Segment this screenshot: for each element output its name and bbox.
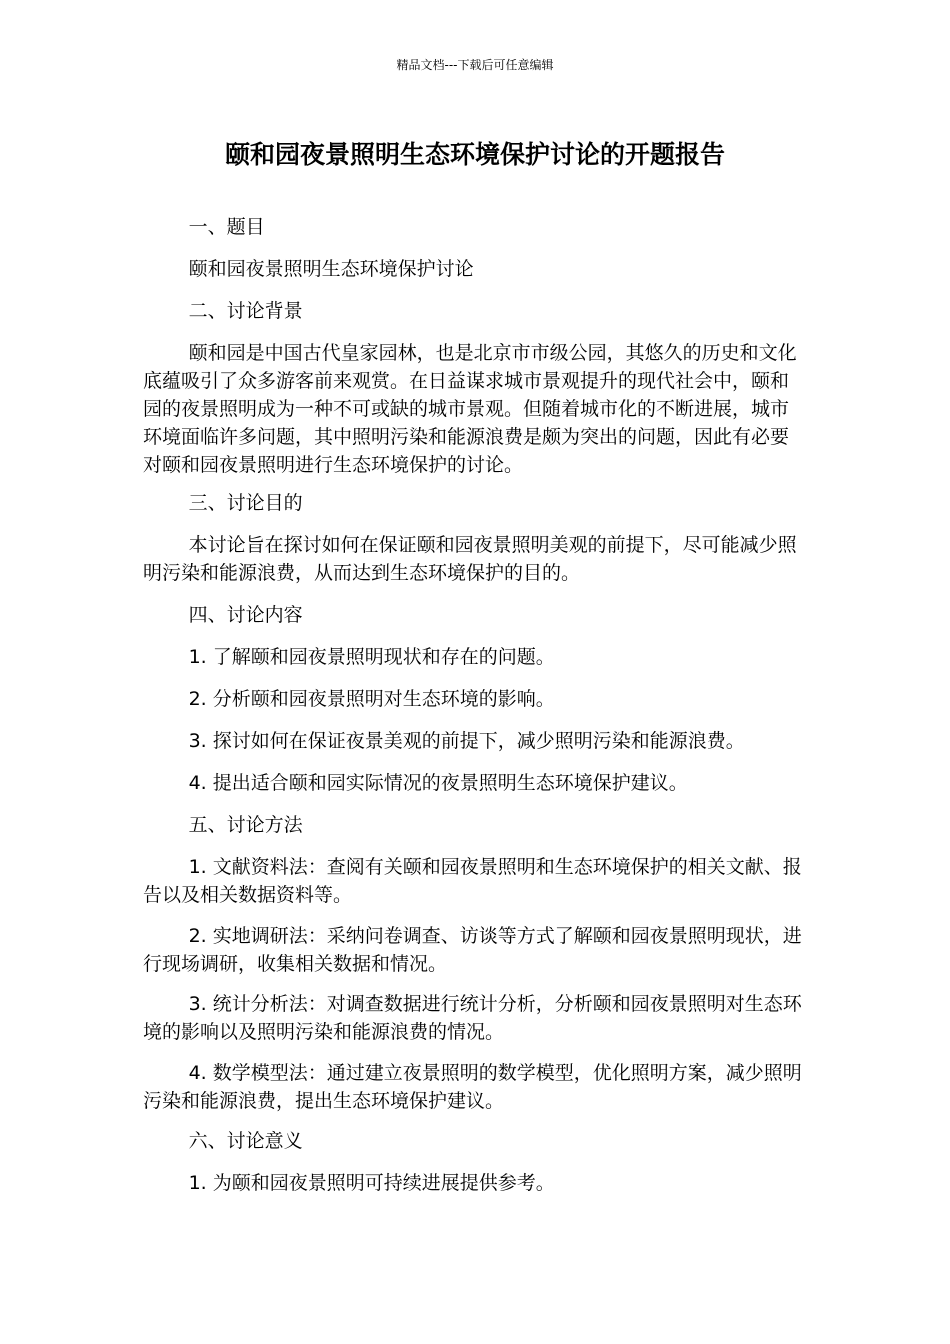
method-item-2: 2. 实地调研法：采纳问卷调查、访谈等方式了解颐和园夜景照明现状，进行现场调研，收集相关数据和情况。: [143, 925, 802, 975]
heading-content: 四、讨论内容: [188, 604, 303, 626]
heading-background: 二、讨论背景: [188, 300, 303, 322]
content-item-2: 2. 分析颐和园夜景照明对生态环境的影响。: [188, 688, 555, 710]
content-item-4: 4. 提出适合颐和园实际情况的夜景照明生态环境保护建议。: [188, 772, 688, 794]
document-title: 颐和园夜景照明生态环境保护讨论的开题报告: [224, 140, 725, 169]
purpose-paragraph: 本讨论旨在探讨如何在保证颐和园夜景照明美观的前提下，尽可能减少照明污染和能源浪费，从而达到生态环境保护的目的。: [143, 534, 797, 584]
method-item-3: 3. 统计分析法：对调查数据进行统计分析，分析颐和园夜景照明对生态环境的影响以及照明污染和能源浪费的情况。: [143, 993, 802, 1043]
significance-item-1: 1. 为颐和园夜景照明可持续进展提供参考。: [188, 1172, 555, 1194]
heading-methods: 五、讨论方法: [188, 814, 303, 836]
topic-text: 颐和园夜景照明生态环境保护讨论: [188, 258, 474, 280]
heading-significance: 六、讨论意义: [188, 1130, 303, 1152]
content-item-3: 3. 探讨如何在保证夜景美观的前提下，减少照明污染和能源浪费。: [188, 730, 745, 752]
method-item-1: 1. 文献资料法：查阅有关颐和园夜景照明和生态环境保护的相关文献、报告以及相关数据资料等。: [143, 856, 802, 906]
content-item-1: 1. 了解颐和园夜景照明现状和存在的问题。: [188, 646, 555, 668]
heading-purpose: 三、讨论目的: [188, 492, 303, 514]
background-paragraph: 颐和园是中国古代皇家园林，也是北京市市级公园，其悠久的历史和文化底蕴吸引了众多游客前来观赏。在日益谋求城市景观提升的现代社会中，颐和园的夜景照明成为一种不可或缺的城市景观。但随着城市化的不断进展，城市环境面临许多问题，其中照明污染和能源浪费是颇为突出的问题，因此有必要对颐和园夜景照明进行生态环境保护的讨论。: [143, 342, 797, 476]
heading-topic: 一、题目: [188, 216, 265, 238]
method-item-4: 4. 数学模型法：通过建立夜景照明的数学模型，优化照明方案，减少照明污染和能源浪费，提出生态环境保护建议。: [143, 1062, 802, 1112]
page-header: 精品文档---下载后可任意编辑: [396, 58, 554, 72]
